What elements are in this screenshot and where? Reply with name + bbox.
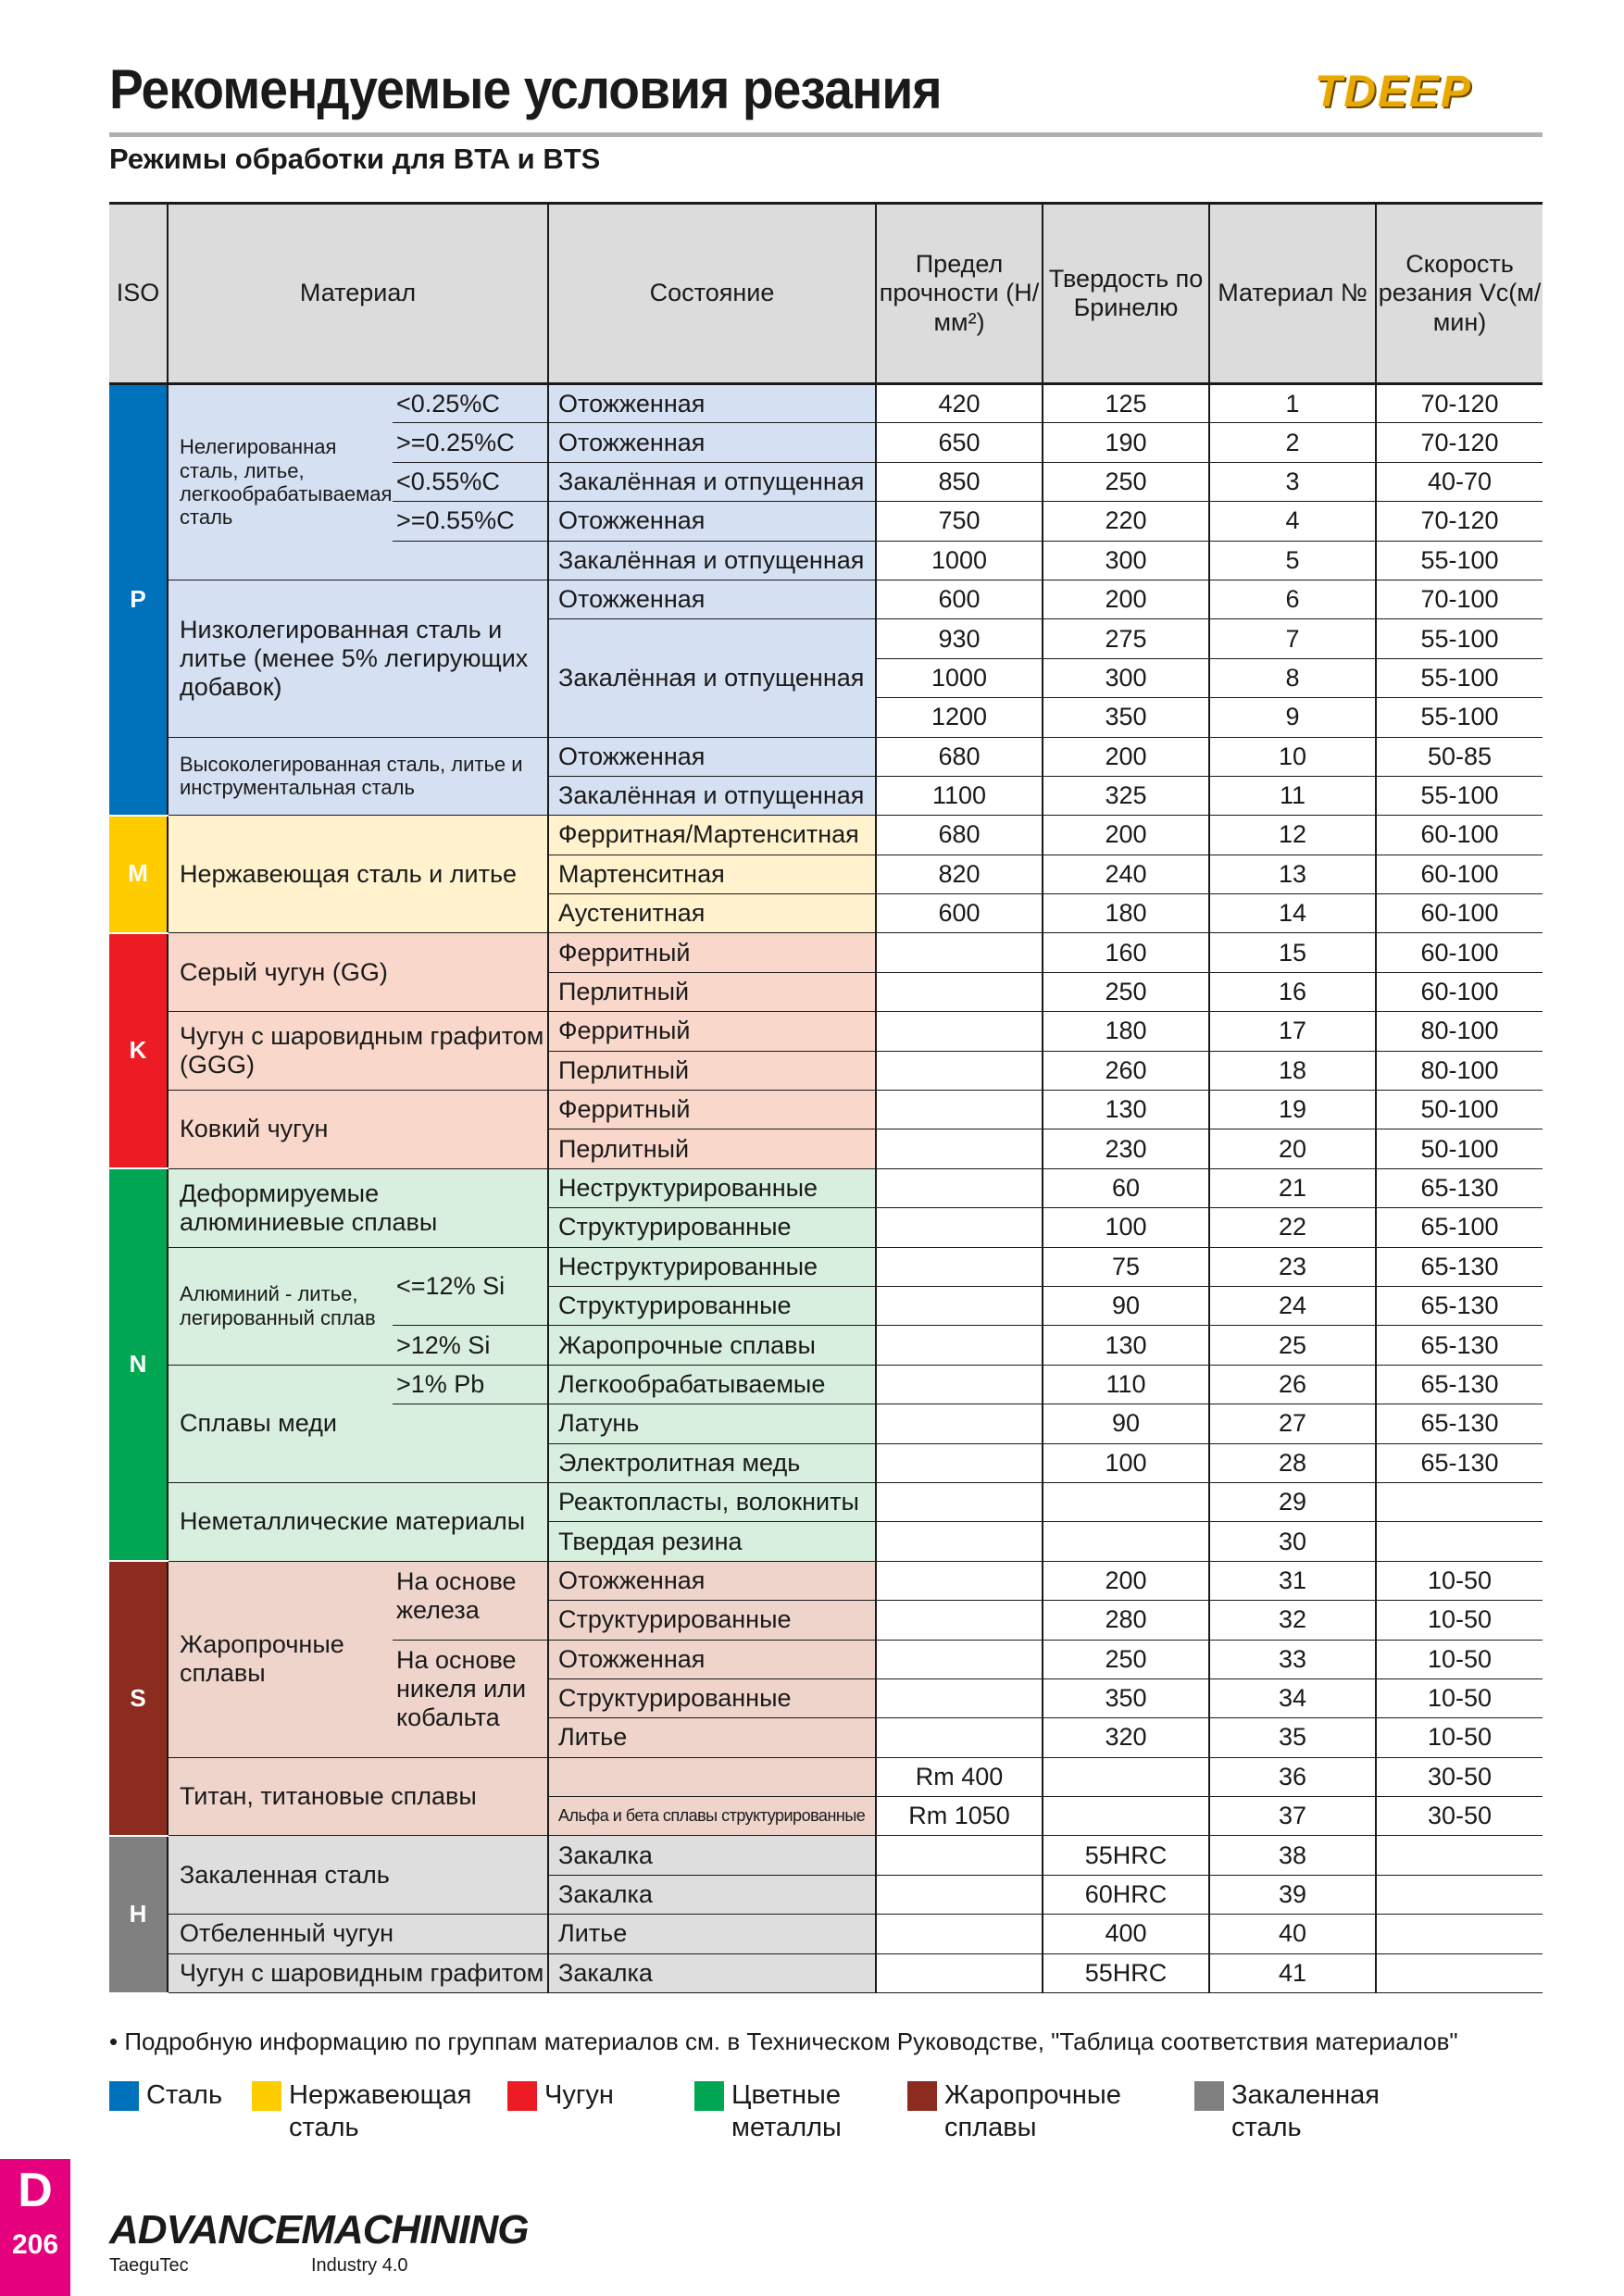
- cutting-speed-cell: 70-100: [1376, 580, 1543, 618]
- table-row: [109, 1168, 1543, 1207]
- hardness-cell: 300: [1043, 541, 1209, 580]
- hardness-cell: 55HRC: [1043, 1836, 1209, 1875]
- advance-machining-logo: ADVANCEMACHINING: [109, 2207, 529, 2252]
- cutting-speed-cell: [1376, 1836, 1543, 1875]
- tensile-strength-cell: 930: [876, 619, 1043, 658]
- material-number-cell: 7: [1209, 619, 1376, 658]
- tensile-strength-cell: [876, 972, 1043, 1011]
- tensile-strength-cell: 750: [876, 502, 1043, 541]
- condition-cell: Альфа и бета сплавы структурированные: [548, 1797, 876, 1836]
- tensile-strength-cell: 1100: [876, 776, 1043, 815]
- condition-cell: Структурированные: [548, 1286, 876, 1325]
- legend-swatch: [1194, 2081, 1224, 2111]
- condition-cell: Отожженная: [548, 1561, 876, 1600]
- cutting-speed-cell: 55-100: [1376, 698, 1543, 737]
- tensile-strength-cell: [876, 1522, 1043, 1561]
- hardness-cell: 125: [1043, 384, 1209, 423]
- hardness-cell: 160: [1043, 933, 1209, 972]
- tensile-strength-cell: [876, 1718, 1043, 1757]
- hardness-cell: 60: [1043, 1168, 1209, 1207]
- material-number-cell: 31: [1209, 1561, 1376, 1600]
- cutting-speed-cell: 80-100: [1376, 1012, 1543, 1051]
- cutting-speed-cell: 30-50: [1376, 1797, 1543, 1836]
- header-divider: [109, 132, 1543, 137]
- cutting-speed-cell: 70-120: [1376, 423, 1543, 462]
- tensile-strength-cell: Rm 1050: [876, 1797, 1043, 1836]
- condition-cell: Легкообрабатываемые: [548, 1365, 876, 1404]
- material-name: Нержавеющая сталь и литье: [168, 816, 548, 933]
- condition-cell: Перлитный: [548, 1129, 876, 1168]
- material-subgroup: <0.25%C: [393, 384, 548, 423]
- cutting-speed-cell: [1376, 1915, 1543, 1953]
- material-number-cell: 1: [1209, 384, 1376, 423]
- cutting-speed-cell: 65-130: [1376, 1365, 1543, 1404]
- material-name: Сплавы меди: [168, 1365, 393, 1482]
- tensile-strength-cell: [876, 1443, 1043, 1482]
- legend-label: Нержавеющая сталь: [289, 2080, 472, 2142]
- table-row: [109, 1482, 1543, 1521]
- cutting-speed-cell: 55-100: [1376, 541, 1543, 580]
- condition-cell: Литье: [548, 1718, 876, 1757]
- tensile-strength-cell: 1000: [876, 541, 1043, 580]
- page-subtitle: Режимы обработки для BTA и BTS: [109, 143, 601, 175]
- material-name: Деформируемые алюминиевые сплавы: [168, 1168, 548, 1247]
- hardness-cell: 250: [1043, 972, 1209, 1011]
- hardness-cell: 250: [1043, 1640, 1209, 1678]
- material-number-cell: 13: [1209, 855, 1376, 893]
- legend-label: Чугун: [544, 2080, 614, 2110]
- tensile-strength-cell: [876, 1915, 1043, 1953]
- tensile-strength-cell: [876, 1326, 1043, 1365]
- cutting-speed-cell: 10-50: [1376, 1561, 1543, 1600]
- condition-cell: Закалка: [548, 1875, 876, 1914]
- condition-cell: Закалка: [548, 1836, 876, 1875]
- condition-cell: Ферритная/Мартенситная: [548, 816, 876, 855]
- tensile-strength-cell: [876, 1482, 1043, 1521]
- material-number-cell: 24: [1209, 1286, 1376, 1325]
- col-header-condition: Состояние: [548, 204, 876, 384]
- hardness-cell: 280: [1043, 1601, 1209, 1640]
- material-name: Отбеленный чугун: [168, 1915, 548, 1953]
- material-number-cell: 26: [1209, 1365, 1376, 1404]
- table-row: [109, 1365, 1543, 1404]
- hardness-cell: 200: [1043, 580, 1209, 618]
- material-number-cell: 28: [1209, 1443, 1376, 1482]
- material-number-cell: 41: [1209, 1953, 1376, 1992]
- legend-label: Жаропрочные сплавы: [944, 2080, 1121, 2142]
- iso-group-h: H: [109, 1836, 168, 1993]
- material-name: Титан, титановые сплавы: [168, 1757, 548, 1836]
- condition-cell: Отожженная: [548, 384, 876, 423]
- company-name: TaeguTec: [109, 2255, 189, 2276]
- tensile-strength-cell: [876, 1953, 1043, 1992]
- cutting-speed-cell: 50-85: [1376, 737, 1543, 776]
- material-name: Чугун с шаровидным графитом (GGG): [168, 1012, 548, 1091]
- tensile-strength-cell: [876, 1208, 1043, 1247]
- material-number-cell: 6: [1209, 580, 1376, 618]
- tensile-strength-cell: [876, 1836, 1043, 1875]
- material-number-cell: 16: [1209, 972, 1376, 1011]
- material-name: Серый чугун (GG): [168, 933, 548, 1012]
- tensile-strength-cell: 650: [876, 423, 1043, 462]
- cutting-speed-cell: 80-100: [1376, 1051, 1543, 1090]
- condition-cell: Неструктурированные: [548, 1168, 876, 1207]
- tensile-strength-cell: [876, 1168, 1043, 1207]
- material-number-cell: 25: [1209, 1326, 1376, 1365]
- page-title: Рекомендуемые условия резания: [109, 58, 942, 120]
- material-number-cell: 20: [1209, 1129, 1376, 1168]
- hardness-cell: 90: [1043, 1286, 1209, 1325]
- material-number-cell: 15: [1209, 933, 1376, 972]
- condition-cell: [548, 1757, 876, 1796]
- tensile-strength-cell: [876, 1129, 1043, 1168]
- cutting-speed-cell: 10-50: [1376, 1678, 1543, 1717]
- hardness-cell: 300: [1043, 658, 1209, 697]
- material-subgroup: На основе железа: [393, 1561, 548, 1640]
- hardness-cell: 220: [1043, 502, 1209, 541]
- cutting-speed-cell: 65-130: [1376, 1247, 1543, 1286]
- legend-swatch: [252, 2081, 281, 2111]
- material-number-cell: 36: [1209, 1757, 1376, 1796]
- tensile-strength-cell: [876, 1091, 1043, 1129]
- hardness-cell: 100: [1043, 1443, 1209, 1482]
- hardness-cell: 60HRC: [1043, 1875, 1209, 1914]
- material-number-cell: 2: [1209, 423, 1376, 462]
- cutting-speed-cell: 70-120: [1376, 502, 1543, 541]
- iso-group-m: M: [109, 816, 168, 933]
- condition-cell: Твердая резина: [548, 1522, 876, 1561]
- material-subgroup: >1% Pb: [393, 1365, 548, 1404]
- condition-cell: Закалённая и отпущенная: [548, 619, 876, 737]
- table-row: [109, 1757, 1543, 1796]
- condition-cell: Перлитный: [548, 1051, 876, 1090]
- tensile-strength-cell: 600: [876, 894, 1043, 933]
- material-subgroup: >=0.25%C: [393, 423, 548, 462]
- hardness-cell: 230: [1043, 1129, 1209, 1168]
- material-number-cell: 34: [1209, 1678, 1376, 1717]
- table-row: [109, 816, 1543, 855]
- condition-cell: Закалка: [548, 1953, 876, 1992]
- table-row: [109, 1561, 1543, 1600]
- material-name: Ковкий чугун: [168, 1091, 548, 1169]
- col-header-material: Материал: [168, 204, 548, 384]
- cutting-speed-cell: 60-100: [1376, 855, 1543, 893]
- iso-group-s: S: [109, 1561, 168, 1836]
- material-number-cell: 11: [1209, 776, 1376, 815]
- condition-cell: Ферритный: [548, 933, 876, 972]
- cutting-speed-cell: 50-100: [1376, 1091, 1543, 1129]
- cutting-speed-cell: 40-70: [1376, 462, 1543, 501]
- condition-cell: Отожженная: [548, 737, 876, 776]
- material-number-cell: 5: [1209, 541, 1376, 580]
- condition-cell: Отожженная: [548, 423, 876, 462]
- material-name: Нелегированная сталь, литье, легкообрабатываемая сталь: [168, 384, 393, 580]
- material-number-cell: 40: [1209, 1915, 1376, 1953]
- tensile-strength-cell: [876, 1012, 1043, 1051]
- tensile-strength-cell: [876, 1875, 1043, 1914]
- material-name: Неметаллические материалы: [168, 1482, 548, 1561]
- tensile-strength-cell: [876, 1640, 1043, 1678]
- condition-cell: Литье: [548, 1915, 876, 1953]
- condition-cell: Мартенситная: [548, 855, 876, 893]
- hardness-cell: 400: [1043, 1915, 1209, 1953]
- material-number-cell: 37: [1209, 1797, 1376, 1836]
- table-row: [109, 1091, 1543, 1129]
- section-tab: [0, 2159, 70, 2296]
- material-number-cell: 39: [1209, 1875, 1376, 1914]
- tensile-strength-cell: [876, 1365, 1043, 1404]
- cutting-speed-cell: 10-50: [1376, 1601, 1543, 1640]
- material-number-cell: 3: [1209, 462, 1376, 501]
- hardness-cell: 180: [1043, 1012, 1209, 1051]
- material-number-cell: 8: [1209, 658, 1376, 697]
- tensile-strength-cell: 680: [876, 737, 1043, 776]
- material-name: Закаленная сталь: [168, 1836, 548, 1915]
- iso-group-p: P: [109, 384, 168, 816]
- cutting-speed-cell: 10-50: [1376, 1718, 1543, 1757]
- col-header-cutting-speed: Скорость резания Vc(м/мин): [1376, 204, 1543, 384]
- hardness-cell: [1043, 1797, 1209, 1836]
- material-number-cell: 22: [1209, 1208, 1376, 1247]
- legend-label: Цветные металлы: [731, 2080, 842, 2142]
- page-number: 206: [11, 2229, 59, 2260]
- material-number-cell: 14: [1209, 894, 1376, 933]
- hardness-cell: 350: [1043, 1678, 1209, 1717]
- tensile-strength-cell: [876, 1678, 1043, 1717]
- material-number-cell: 21: [1209, 1168, 1376, 1207]
- legend-swatch: [907, 2081, 937, 2111]
- material-number-cell: 32: [1209, 1601, 1376, 1640]
- material-number-cell: 12: [1209, 816, 1376, 855]
- cutting-speed-cell: 65-130: [1376, 1168, 1543, 1207]
- tensile-strength-cell: 850: [876, 462, 1043, 501]
- material-number-cell: 38: [1209, 1836, 1376, 1875]
- iso-group-n: N: [109, 1168, 168, 1561]
- cutting-speed-cell: 60-100: [1376, 894, 1543, 933]
- material-name: Высоколегированная сталь, литье и инструментальная сталь: [168, 737, 548, 816]
- material-name: Чугун с шаровидным графитом: [168, 1953, 548, 1992]
- cutting-speed-cell: 65-100: [1376, 1208, 1543, 1247]
- tensile-strength-cell: 1200: [876, 698, 1043, 737]
- tensile-strength-cell: [876, 1404, 1043, 1443]
- hardness-cell: 320: [1043, 1718, 1209, 1757]
- iso-group-k: K: [109, 933, 168, 1168]
- tensile-strength-cell: [876, 1051, 1043, 1090]
- tdeep-logo: TDEEP: [1315, 68, 1473, 117]
- hardness-cell: 260: [1043, 1051, 1209, 1090]
- table-row: [109, 1915, 1543, 1953]
- material-subgroup: >12% Si: [393, 1326, 548, 1365]
- condition-cell: Отожженная: [548, 1640, 876, 1678]
- table-row: [109, 1953, 1543, 1992]
- condition-cell: Структурированные: [548, 1678, 876, 1717]
- material-subgroup: [393, 1404, 548, 1483]
- hardness-cell: 130: [1043, 1326, 1209, 1365]
- hardness-cell: 100: [1043, 1208, 1209, 1247]
- hardness-cell: [1043, 1757, 1209, 1796]
- col-header-material-number: Материал №: [1209, 204, 1376, 384]
- material-number-cell: 23: [1209, 1247, 1376, 1286]
- table-row: [109, 580, 1543, 618]
- table-row: [109, 384, 1543, 423]
- tensile-strength-cell: [876, 933, 1043, 972]
- cutting-speed-cell: 55-100: [1376, 658, 1543, 697]
- cutting-speed-cell: 65-130: [1376, 1443, 1543, 1482]
- hardness-cell: 240: [1043, 855, 1209, 893]
- condition-cell: Ферритный: [548, 1091, 876, 1129]
- condition-cell: Ферритный: [548, 1012, 876, 1051]
- condition-cell: Латунь: [548, 1404, 876, 1443]
- condition-cell: Отожженная: [548, 580, 876, 618]
- condition-cell: Электролитная медь: [548, 1443, 876, 1482]
- tensile-strength-cell: [876, 1247, 1043, 1286]
- material-number-cell: 17: [1209, 1012, 1376, 1051]
- hardness-cell: 275: [1043, 619, 1209, 658]
- cutting-speed-cell: 65-130: [1376, 1286, 1543, 1325]
- hardness-cell: [1043, 1482, 1209, 1521]
- footnote: • Подробную информацию по группам материалов см. в Техническом Руководстве, "Таблица соответствия материалов": [109, 2028, 1458, 2055]
- cutting-speed-cell: 65-130: [1376, 1326, 1543, 1365]
- tensile-strength-cell: 820: [876, 855, 1043, 893]
- cutting-speed-cell: 55-100: [1376, 619, 1543, 658]
- condition-cell: Структурированные: [548, 1208, 876, 1247]
- tensile-strength-cell: 680: [876, 816, 1043, 855]
- col-header-iso: ISO: [109, 204, 168, 384]
- material-name: Жаропрочные сплавы: [168, 1561, 393, 1757]
- table-row: [109, 933, 1543, 972]
- cutting-speed-cell: [1376, 1875, 1543, 1914]
- cutting-speed-cell: 60-100: [1376, 816, 1543, 855]
- tensile-strength-cell: [876, 1601, 1043, 1640]
- col-header-brinell-hardness: Твердость по Бринелю: [1043, 204, 1209, 384]
- material-number-cell: 27: [1209, 1404, 1376, 1443]
- material-number-cell: 30: [1209, 1522, 1376, 1561]
- cutting-speed-cell: 30-50: [1376, 1757, 1543, 1796]
- material-number-cell: 35: [1209, 1718, 1376, 1757]
- hardness-cell: [1043, 1522, 1209, 1561]
- hardness-cell: 110: [1043, 1365, 1209, 1404]
- legend-label: Закаленная сталь: [1231, 2080, 1380, 2142]
- condition-cell: Закалённая и отпущенная: [548, 462, 876, 501]
- tensile-strength-cell: [876, 1561, 1043, 1600]
- hardness-cell: 130: [1043, 1091, 1209, 1129]
- material-number-cell: 29: [1209, 1482, 1376, 1521]
- hardness-cell: 190: [1043, 423, 1209, 462]
- condition-cell: Структурированные: [548, 1601, 876, 1640]
- condition-cell: Отожженная: [548, 502, 876, 541]
- hardness-cell: 180: [1043, 894, 1209, 933]
- condition-cell: Аустенитная: [548, 894, 876, 933]
- cutting-speed-cell: 65-130: [1376, 1404, 1543, 1443]
- condition-cell: Закалённая и отпущенная: [548, 776, 876, 815]
- condition-cell: Неструктурированные: [548, 1247, 876, 1286]
- table-row: [109, 737, 1543, 776]
- hardness-cell: 55HRC: [1043, 1953, 1209, 1992]
- hardness-cell: 90: [1043, 1404, 1209, 1443]
- hardness-cell: 200: [1043, 737, 1209, 776]
- condition-cell: Перлитный: [548, 972, 876, 1011]
- cutting-speed-cell: 10-50: [1376, 1640, 1543, 1678]
- legend-swatch: [694, 2081, 724, 2111]
- material-number-cell: 19: [1209, 1091, 1376, 1129]
- tagline: Industry 4.0: [311, 2255, 408, 2276]
- tensile-strength-cell: Rm 400: [876, 1757, 1043, 1796]
- material-number-cell: 10: [1209, 737, 1376, 776]
- material-number-cell: 4: [1209, 502, 1376, 541]
- table-row: [109, 1012, 1543, 1051]
- col-header-tensile-strength: Предел прочности (Н/мм²): [876, 204, 1043, 384]
- material-number-cell: 9: [1209, 698, 1376, 737]
- hardness-cell: 325: [1043, 776, 1209, 815]
- condition-cell: Жаропрочные сплавы: [548, 1326, 876, 1365]
- legend-swatch: [109, 2081, 139, 2111]
- section-letter: D: [18, 2164, 53, 2217]
- material-subgroup: >=0.55%C: [393, 502, 548, 541]
- material-number-cell: 33: [1209, 1640, 1376, 1678]
- cutting-speed-cell: 70-120: [1376, 384, 1543, 423]
- cutting-speed-cell: 50-100: [1376, 1129, 1543, 1168]
- material-name: Алюминий - литье, легированный сплав: [168, 1247, 393, 1365]
- cutting-speed-cell: [1376, 1522, 1543, 1561]
- tensile-strength-cell: 600: [876, 580, 1043, 618]
- hardness-cell: 200: [1043, 816, 1209, 855]
- cutting-speed-cell: 60-100: [1376, 972, 1543, 1011]
- tensile-strength-cell: [876, 1286, 1043, 1325]
- material-name: Низколегированная сталь и литье (менее 5% легирующих добавок): [168, 580, 548, 737]
- material-subgroup: [393, 541, 548, 580]
- tensile-strength-cell: 1000: [876, 658, 1043, 697]
- table-row: [109, 1247, 1543, 1286]
- cutting-speed-cell: 60-100: [1376, 933, 1543, 972]
- material-subgroup: <=12% Si: [393, 1247, 548, 1326]
- hardness-cell: 200: [1043, 1561, 1209, 1600]
- material-subgroup: <0.55%C: [393, 462, 548, 501]
- hardness-cell: 250: [1043, 462, 1209, 501]
- legend-swatch: [507, 2081, 537, 2111]
- tensile-strength-cell: 420: [876, 384, 1043, 423]
- table-row: [109, 1836, 1543, 1875]
- cutting-speed-cell: 55-100: [1376, 776, 1543, 815]
- legend-label: Сталь: [146, 2080, 223, 2110]
- hardness-cell: 350: [1043, 698, 1209, 737]
- hardness-cell: 75: [1043, 1247, 1209, 1286]
- cutting-speed-cell: [1376, 1482, 1543, 1521]
- condition-cell: Закалённая и отпущенная: [548, 541, 876, 580]
- condition-cell: Реактопласты, волокниты: [548, 1482, 876, 1521]
- material-subgroup: На основе никеля или кобальта: [393, 1640, 548, 1757]
- cutting-speed-cell: [1376, 1953, 1543, 1992]
- cutting-conditions-table: [109, 202, 1543, 1994]
- material-number-cell: 18: [1209, 1051, 1376, 1090]
